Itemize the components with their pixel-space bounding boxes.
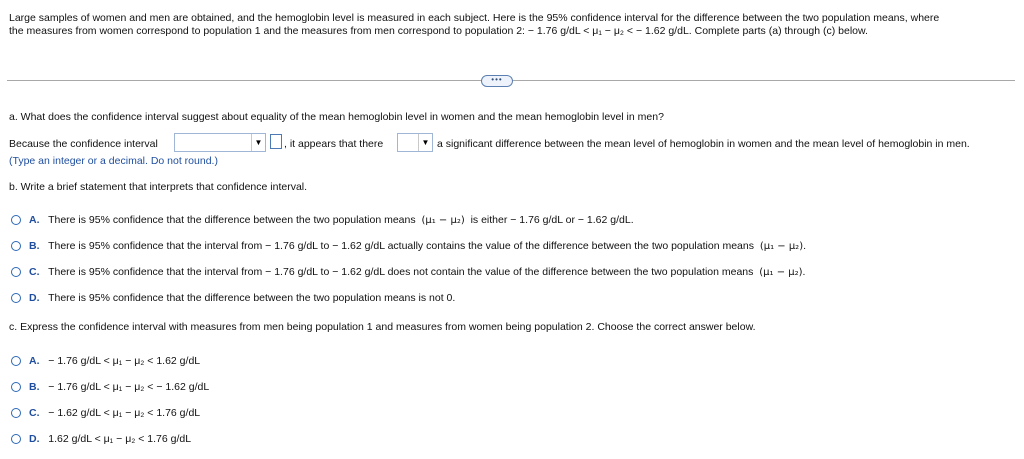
option-math: (μ₁ − μ₂)	[759, 267, 803, 278]
option-content[interactable]	[29, 355, 200, 367]
interval-dropdown[interactable]	[174, 133, 266, 152]
problem-statement-line-1: Large samples of women and men are obtained, and the hemoglobin level is measured in each subject. Here is the 95% confidence interval for the difference between the two population means, where	[9, 12, 940, 24]
option-text: There is 95% confidence that the difference between the two population means is not 0.	[48, 292, 456, 304]
option-content[interactable]	[29, 292, 455, 304]
answer-hint: (Type an integer or a decimal. Do not round.)	[9, 155, 218, 167]
option-content[interactable]	[29, 266, 805, 278]
option-letter: A.	[29, 355, 40, 367]
option-letter: C.	[29, 407, 40, 419]
significance-dropdown[interactable]	[397, 133, 433, 152]
part-a-question: a. What does the confidence interval suggest about equality of the mean hemoglobin level in women and the mean hemoglobin level in men?	[9, 111, 664, 123]
part-b-question-text: b. Write a brief statement that interprets that confidence interval.	[9, 181, 308, 193]
option-tail: .	[803, 240, 807, 252]
option-math: (μ₁ − μ₂)	[759, 241, 804, 252]
dropdown-arrow-icon: ▼	[418, 134, 432, 151]
option-text: − 1.76 g/dL < μ₁ − μ₂ < − 1.62 g/dL	[48, 381, 210, 393]
radio-button[interactable]	[11, 408, 21, 418]
option-text: − 1.76 g/dL < μ₁ − μ₂ < 1.62 g/dL	[48, 355, 201, 367]
option-letter: D.	[29, 292, 40, 304]
option-content[interactable]	[29, 407, 200, 419]
option-content[interactable]	[29, 240, 806, 252]
option-letter: C.	[29, 266, 40, 278]
radio-button[interactable]	[11, 356, 21, 366]
option-text: There is 95% confidence that the interval from − 1.76 g/dL to − 1.62 g/dL does not contain the value of the difference between the two population means	[48, 266, 754, 278]
problem-statement-line-2: the measures from women correspond to population 1 and the measures from men correspond to population 2: − 1.76 g/dL < μ₁ − μ₂ < − 1.62 g/dL. Complete parts (a) through (c) below.	[9, 25, 868, 37]
option-text: 1.62 g/dL < μ₁ − μ₂ < 1.76 g/dL	[48, 433, 192, 445]
option-text: There is 95% confidence that the interval from − 1.76 g/dL to − 1.62 g/dL actually contains the value of the difference between the two population means	[48, 240, 754, 252]
option-letter: A.	[29, 214, 40, 226]
part-c-question: c. Express the confidence interval with measures from men being population 1 and measures from women being population 2. Choose the correct answer below.	[9, 321, 756, 333]
option-letter: D.	[29, 433, 40, 445]
radio-button[interactable]	[11, 434, 21, 444]
dropdown-arrow-icon: ▼	[251, 134, 265, 151]
radio-button[interactable]	[11, 293, 21, 303]
part-b-question	[9, 181, 307, 193]
problem-statement	[9, 12, 939, 38]
radio-button[interactable]	[11, 215, 21, 225]
radio-button[interactable]	[11, 267, 21, 277]
expand-more-button[interactable]: •••	[481, 75, 513, 87]
part-a-middle: , it appears that there	[284, 138, 384, 150]
option-content[interactable]	[29, 433, 191, 445]
option-tail: is either − 1.76 g/dL or − 1.62 g/dL.	[470, 214, 634, 226]
radio-button[interactable]	[11, 382, 21, 392]
number-answer-box[interactable]	[270, 134, 282, 149]
option-tail: .	[802, 266, 806, 278]
option-content[interactable]	[29, 214, 634, 226]
part-a-suffix: a significant difference between the mean level of hemoglobin in women and the mean level of hemoglobin in men.	[437, 138, 970, 150]
option-letter: B.	[29, 240, 40, 252]
radio-button[interactable]	[11, 241, 21, 251]
part-a-prefix: Because the confidence interval	[9, 138, 158, 150]
option-math: (μ₁ − μ₂)	[421, 215, 465, 226]
option-text: There is 95% confidence that the difference between the two population means	[48, 214, 416, 226]
option-text: − 1.62 g/dL < μ₁ − μ₂ < 1.76 g/dL	[48, 407, 201, 419]
option-letter: B.	[29, 381, 40, 393]
option-content[interactable]	[29, 381, 209, 393]
